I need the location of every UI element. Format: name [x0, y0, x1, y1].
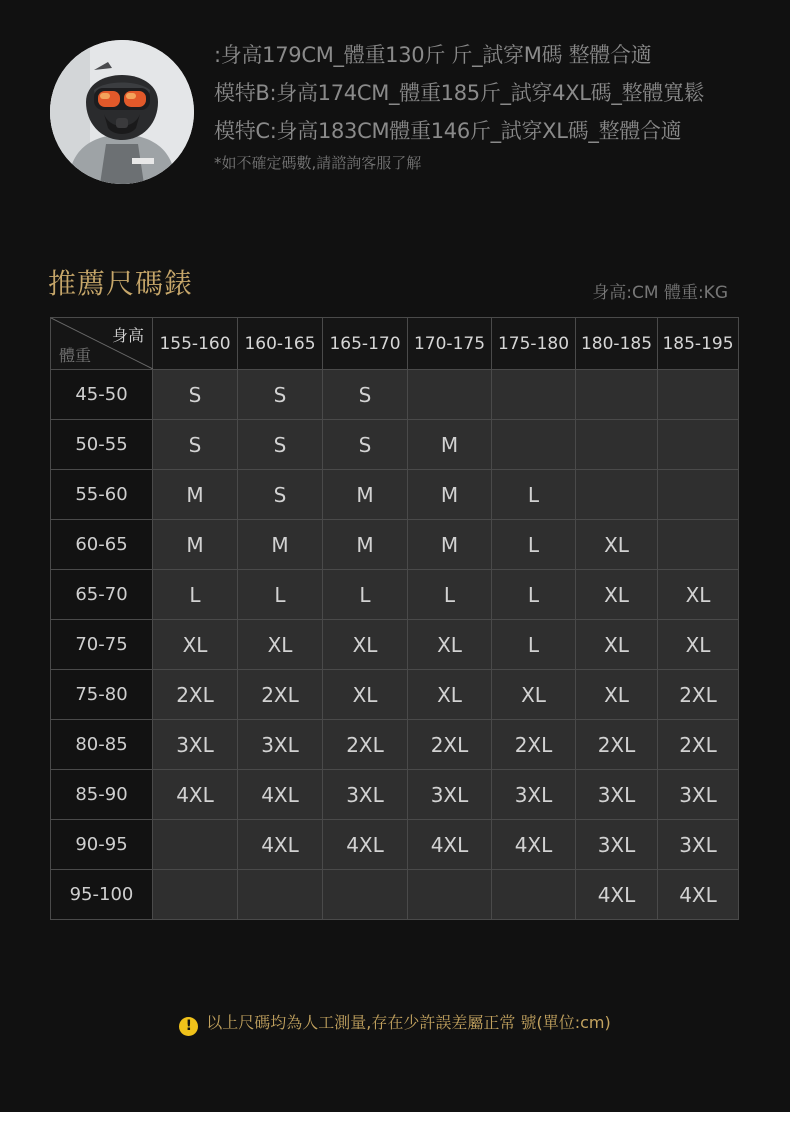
table-row: [51, 470, 739, 520]
size-cell: M: [408, 520, 492, 570]
table-body: [51, 370, 739, 920]
weight-label: 75-80: [51, 670, 153, 720]
size-cell: 3XL: [323, 770, 408, 820]
section-title: 推薦尺碼錶: [48, 267, 194, 300]
size-cell: 2XL: [238, 670, 323, 720]
size-cell: 3XL: [576, 820, 658, 870]
size-cell: 2XL: [658, 720, 739, 770]
size-cell: 4XL: [492, 820, 576, 870]
size-cell: [323, 870, 408, 920]
size-cell: S: [238, 470, 323, 520]
weight-label: 45-50: [51, 370, 153, 420]
height-header: 165-170: [323, 318, 408, 370]
size-cell: [576, 370, 658, 420]
model-note-c: 模特C:身高183CM體重146斤_試穿XL碼_整體合適: [214, 119, 682, 143]
size-cell: XL: [492, 670, 576, 720]
weight-label: 70-75: [51, 620, 153, 670]
size-cell: L: [492, 470, 576, 520]
size-cell: 3XL: [408, 770, 492, 820]
size-cell: [658, 520, 739, 570]
size-cell: 3XL: [238, 720, 323, 770]
size-cell: 4XL: [658, 870, 739, 920]
table-row: [51, 820, 739, 870]
size-cell: S: [153, 420, 238, 470]
size-cell: [153, 870, 238, 920]
footer-note-text: 以上尺碼均為人工測量,存在少許誤差屬正常 號(單位:cm): [206, 1013, 611, 1032]
size-cell: 3XL: [492, 770, 576, 820]
size-cell: M: [153, 520, 238, 570]
size-cell: 2XL: [408, 720, 492, 770]
size-cell: [408, 870, 492, 920]
size-cell: [492, 370, 576, 420]
size-cell: L: [408, 570, 492, 620]
weight-label: 50-55: [51, 420, 153, 470]
size-cell: 2XL: [153, 670, 238, 720]
height-header: 180-185: [576, 318, 658, 370]
size-cell: L: [153, 570, 238, 620]
table-row: [51, 370, 739, 420]
size-cell: L: [492, 570, 576, 620]
size-cell: S: [153, 370, 238, 420]
size-cell: S: [323, 420, 408, 470]
size-cell: 2XL: [323, 720, 408, 770]
size-cell: L: [238, 570, 323, 620]
size-cell: L: [323, 570, 408, 620]
height-header: 170-175: [408, 318, 492, 370]
size-cell: [658, 470, 739, 520]
size-cell: M: [153, 470, 238, 520]
size-cell: XL: [658, 570, 739, 620]
size-cell: XL: [576, 670, 658, 720]
size-cell: [153, 820, 238, 870]
height-header: 185-195: [658, 318, 739, 370]
size-cell: XL: [408, 620, 492, 670]
size-cell: 3XL: [658, 770, 739, 820]
size-cell: [658, 370, 739, 420]
helmet-rider-image: [50, 40, 194, 184]
size-cell: 4XL: [323, 820, 408, 870]
size-cell: XL: [323, 670, 408, 720]
size-cell: [576, 420, 658, 470]
exclamation-circle-icon: !: [179, 1017, 198, 1036]
footer-notice: [0, 1010, 790, 1036]
size-cell: S: [238, 420, 323, 470]
height-header: 175-180: [492, 318, 576, 370]
weight-label: 65-70: [51, 570, 153, 620]
size-cell: [492, 420, 576, 470]
size-cell: XL: [576, 520, 658, 570]
size-cell: XL: [658, 620, 739, 670]
size-cell: XL: [576, 570, 658, 620]
size-cell: M: [408, 420, 492, 470]
size-cell: [408, 370, 492, 420]
height-header: 155-160: [153, 318, 238, 370]
table-row: [51, 670, 739, 720]
size-cell: 2XL: [658, 670, 739, 720]
table-row: [51, 770, 739, 820]
size-cell: [238, 870, 323, 920]
size-cell: XL: [153, 620, 238, 670]
table-row: [51, 870, 739, 920]
size-cell: M: [408, 470, 492, 520]
size-cell: 2XL: [492, 720, 576, 770]
size-cell: 3XL: [658, 820, 739, 870]
size-cell: XL: [408, 670, 492, 720]
model-note-b: 模特B:身高174CM_體重185斤_試穿4XL碼_整體寬鬆: [214, 81, 705, 105]
size-chart-table: [50, 317, 739, 920]
size-cell: 4XL: [238, 770, 323, 820]
table-row: [51, 620, 739, 670]
size-cell: L: [492, 520, 576, 570]
size-cell: XL: [323, 620, 408, 670]
weight-label: 60-65: [51, 520, 153, 570]
corner-weight-label: 體重: [59, 346, 92, 365]
size-hint: *如不確定碼數,請諮詢客服了解: [214, 154, 422, 172]
size-cell: 3XL: [576, 770, 658, 820]
table-row: [51, 420, 739, 470]
table-row: [51, 570, 739, 620]
size-cell: 4XL: [153, 770, 238, 820]
size-cell: [492, 870, 576, 920]
size-cell: [576, 470, 658, 520]
table-row: [51, 520, 739, 570]
size-cell: 3XL: [153, 720, 238, 770]
size-cell: M: [323, 470, 408, 520]
model-avatar: [50, 40, 194, 184]
size-cell: 4XL: [408, 820, 492, 870]
header-row: [51, 318, 739, 370]
size-cell: [658, 420, 739, 470]
size-cell: S: [238, 370, 323, 420]
size-cell: XL: [576, 620, 658, 670]
unit-note: 身高:CM 體重:KG: [592, 283, 728, 303]
size-cell: 2XL: [576, 720, 658, 770]
size-cell: XL: [238, 620, 323, 670]
height-header: 160-165: [238, 318, 323, 370]
size-cell: M: [238, 520, 323, 570]
weight-label: 90-95: [51, 820, 153, 870]
model-notes: [214, 36, 784, 173]
size-cell: S: [323, 370, 408, 420]
size-cell: M: [323, 520, 408, 570]
size-cell: 4XL: [238, 820, 323, 870]
weight-label: 85-90: [51, 770, 153, 820]
corner-cell: [51, 318, 153, 370]
table-row: [51, 720, 739, 770]
weight-label: 95-100: [51, 870, 153, 920]
weight-label: 55-60: [51, 470, 153, 520]
size-cell: L: [492, 620, 576, 670]
model-note-a: :身高179CM_體重130斤 斤_試穿M碼 整體合適: [214, 43, 652, 67]
size-cell: 4XL: [576, 870, 658, 920]
corner-height-label: 身高: [111, 326, 144, 345]
weight-label: 80-85: [51, 720, 153, 770]
